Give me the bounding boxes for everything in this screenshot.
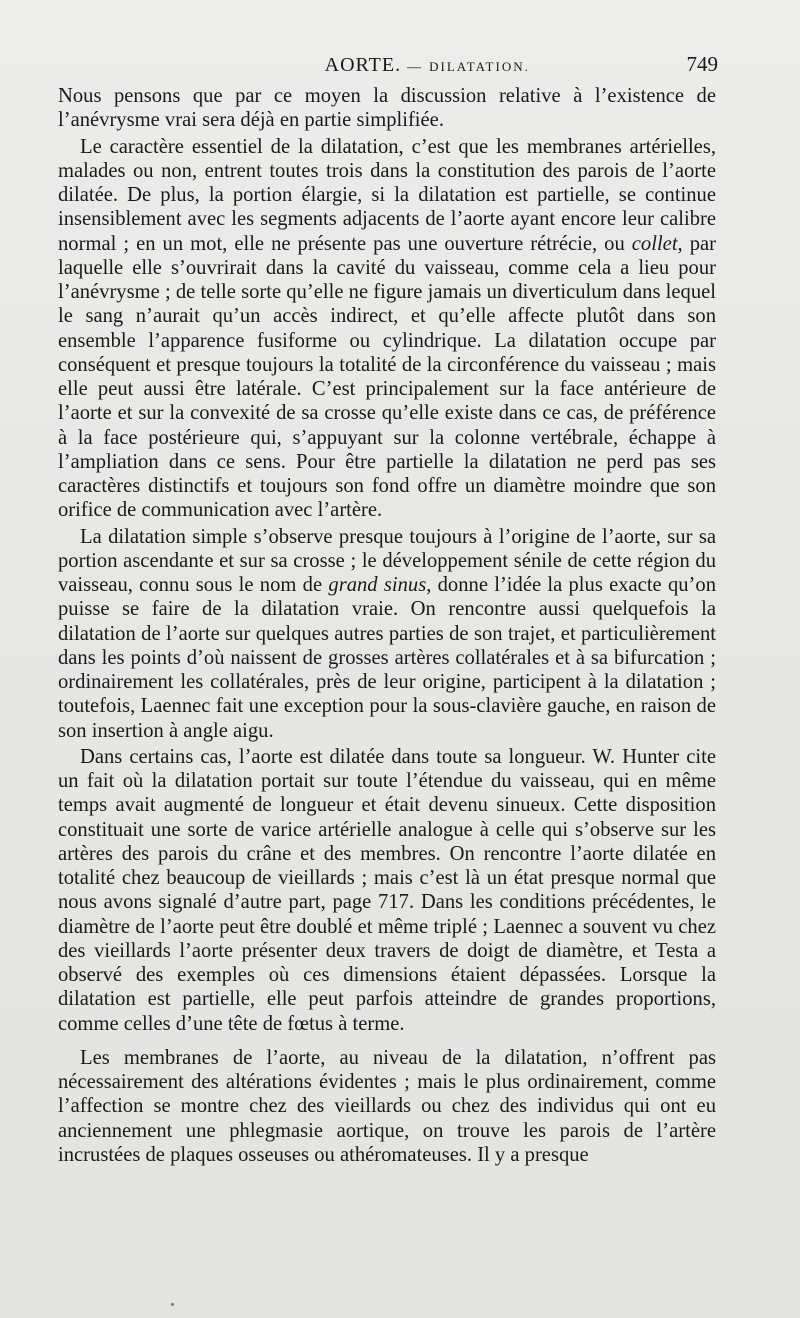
paragraph-text: Nous pensons que par ce moyen la discussion relative à l’existence de l’anévrysme vrai sera déjà en partie simplifiée. (58, 85, 716, 132)
running-title: AORTE. (324, 54, 402, 76)
italic-term: collet (631, 232, 678, 255)
body-text (58, 84, 716, 1167)
paragraph (58, 135, 716, 523)
paragraph-text: La dilatation simple s’observe presque toujours à l’origine de l’aorte, sur sa portion ascendante et sur sa crosse ; le développement sénile de cette région du vaisseau, connu sous le nom de (58, 525, 716, 596)
paragraph (58, 84, 716, 133)
running-head (58, 54, 687, 77)
paragraph (58, 525, 716, 743)
paragraph (58, 745, 716, 1036)
paragraph-text: , par laquelle elle s’ouvrirait dans la cavité du vaisseau, comme cela a lieu pour l’anévrysme ; de telle sorte qu’elle ne figure jamais un diverticulum dans lequel le sang n’aurait qu’un accès indirect, et qu’elle affecte plutôt dans son ensemble l’apparence fusiforme ou cylindrique. La dilatation occupe par conséquent et presque toujours la totalité de la circonférence du vaisseau ; mais elle peut aussi être latérale. C’est principalement sur la face antérieure de l’aorte et sur la convexité de sa crosse qu’elle existe dans ce cas, de préférence à la face postérieure qui, s’appuyant sur la colonne vertébrale, échappe à l’ampliation dans ce sens. Pour être partielle la dilatation ne perd pas ses caractères distinctifs et toujours son fond offre un diamètre moindre que son orifice de communication avec l’artère. (58, 232, 717, 522)
paragraph-text: Les membranes de l’aorte, au niveau de la dilatation, n’offrent pas nécessairement des altérations évidentes ; mais le plus ordinairement, comme l’affection se montre chez des vieillards ou chez des individus qui ont eu anciennement une phlegmasie aortique, on trouve les parois de l’artère incrustées de plaques osseuses ou athéromateuses. Il y a presque (58, 1046, 716, 1166)
section-title: DILATATION. (429, 59, 530, 74)
italic-term: grand sinus (328, 574, 427, 596)
page-header (58, 52, 718, 84)
paragraph-text: Le caractère essentiel de la dilatation, c’est que les membranes artérielles, malades ou non, entrent toutes trois dans la constitution des parois de l’aorte dilatée. De plus, la portion élargie, si la dilatation est partielle, se continue insensiblement avec les segments adjacents de l’aorte ayant encore leur calibre normal ; en un mot, elle ne présente pas une ouverture rétrécie, ou (58, 135, 716, 255)
page-number: 749 (686, 52, 718, 76)
scan-speck (171, 1303, 174, 1306)
paragraph-text: Dans certains cas, l’aorte est dilatée dans toute sa longueur. W. Hunter cite un fait où la dilatation portait sur toute l’étendue du vaisseau, qui en même temps avait augmenté de longueur et était devenu sinueux. Cette disposition constituait une sorte de varice artérielle analogue à celle qui s’observe sur les artères des parois du crâne et des membres. On rencontre l’aorte dilatée en totalité chez beaucoup de vieillards ; mais c’est là un état presque normal que nous avons signalé d’autre part, page 717. Dans les conditions précédentes, le diamètre de l’aorte peut être doublé et même triplé ; Laennec a souvent vu chez des vieillards l’aorte présenter deux travers de doigt de diamètre, et Testa a observé des exemples où ces dimensions étaient dépassées. Lorsque la dilatation est partielle, elle peut parfois atteindre de grandes proportions, comme celles d’une tête de fœtus à terme. (58, 745, 716, 1035)
paragraph (58, 1046, 716, 1167)
header-separator: — (407, 60, 424, 75)
paragraph-text: , donne l’idée la plus exacte qu’on puisse se faire de la dilatation vraie. On rencontre aussi quelquefois la dilatation de l’aorte sur quelques autres parties de son trajet, et particulièrement dans les points d’où naissent de grosses artères collatérales et à sa bifurcation ; ordinairement les collatérales, près de leur origine, participent à la dilatation ; toutefois, Laennec fait une exception pour la sous-clavière gauche, en raison de son insertion à angle aigu. (58, 574, 716, 742)
